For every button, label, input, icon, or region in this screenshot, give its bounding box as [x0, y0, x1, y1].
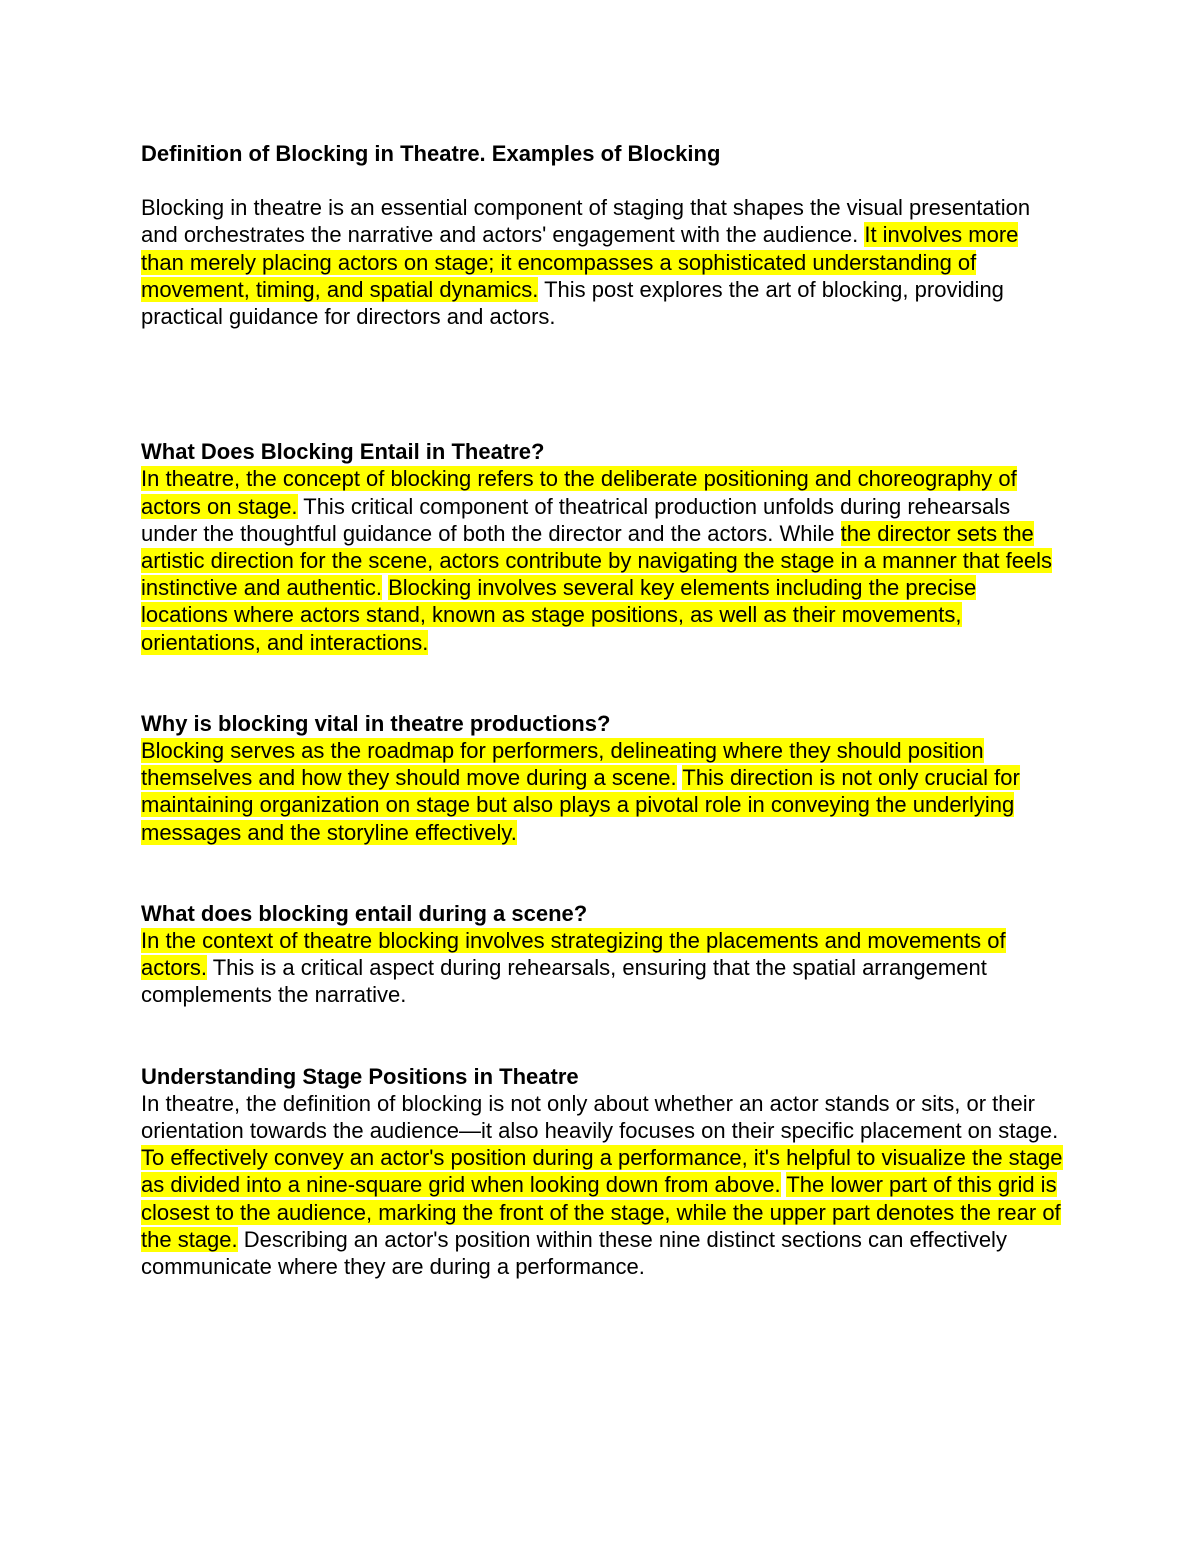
spacer: [141, 846, 1066, 900]
highlight-segment: Blocking involves several key elements including the precise locations where actors stand, known as stage positions, as well as their movements, orientations, and interactions.: [141, 575, 977, 655]
section-paragraph-blocking-vital: [141, 737, 1066, 846]
section-heading-blocking-entail: What Does Blocking Entail in Theatre?: [141, 439, 545, 465]
highlight-segment: the director sets the artistic direction for the scene, actors contribute by navigating the stage in a manner that feels instinctive and authentic.: [141, 520, 1053, 601]
text-segment: This critical component of theatrical production unfolds during rehearsals under the thoughtful guidance of both the director and the actors. While: [141, 493, 1011, 546]
text-segment: In theatre, the definition of blocking is not only about whether an actor stands or sits, or their orientation towards the audience—it also heavily focuses on their specific placement on stage.: [141, 1090, 1059, 1144]
spacer: [141, 330, 1066, 438]
highlight-segment: In the context of theatre blocking involves strategizing the placements and movements of actors.: [141, 928, 1006, 981]
section-heading-blocking-scene: What does blocking entail during a scene?: [141, 900, 588, 926]
section-paragraph-stage-positions: [141, 1090, 1066, 1280]
intro-segment: Blocking in theatre is an essential component of staging that shapes the visual presentation and orchestrates the narrative and actors' engagement with the audience.: [141, 195, 1031, 248]
highlight-segment: To effectively convey an actor's position during a performance, it's helpful to visualize the stage as divided into a nine-square grid when looking down from above.: [141, 1145, 1063, 1198]
highlight-segment: In theatre, the concept of blocking refers to the deliberate positioning and choreography of actors on stage.: [141, 466, 1017, 519]
section-paragraph-blocking-entail: [141, 465, 1066, 655]
document-title: Definition of Blocking in Theatre. Examples of Blocking: [141, 141, 721, 166]
intro-segment: This post explores the art of blocking, providing practical guidance for directors and actors.: [141, 276, 1004, 330]
text-segment: Describing an actor's position within these nine distinct sections can effectively communicate where they are during a performance.: [141, 1226, 1007, 1280]
section-heading-stage-positions: Understanding Stage Positions in Theatre: [141, 1063, 579, 1089]
text-segment: This is a critical aspect during rehearsals, ensuring that the spatial arrangement complements the narrative.: [141, 955, 987, 1008]
highlight-segment: This direction is not only crucial for maintaining organization on stage but also plays a pivotal role in conveying the underlying messages and the storyline effectively.: [141, 765, 1020, 845]
intro-paragraph: [141, 194, 1066, 330]
intro-highlight-segment: It involves more than merely placing actors on stage; it encompasses a sophisticated understanding of movement, timing, and spatial dynamics.: [141, 222, 1019, 302]
spacer: [141, 1009, 1066, 1063]
highlight-segment: Blocking serves as the roadmap for performers, delineating where they should position themselves and how they should move during a scene.: [141, 738, 984, 791]
section-heading-blocking-vital: Why is blocking vital in theatre productions?: [141, 710, 611, 736]
section-paragraph-blocking-scene: [141, 927, 1066, 1009]
document-page: [141, 140, 1066, 1280]
highlight-segment: The lower part of this grid is closest to the audience, marking the front of the stage, while the upper part denotes the rear of the stage.: [141, 1172, 1061, 1252]
spacer: [141, 656, 1066, 710]
